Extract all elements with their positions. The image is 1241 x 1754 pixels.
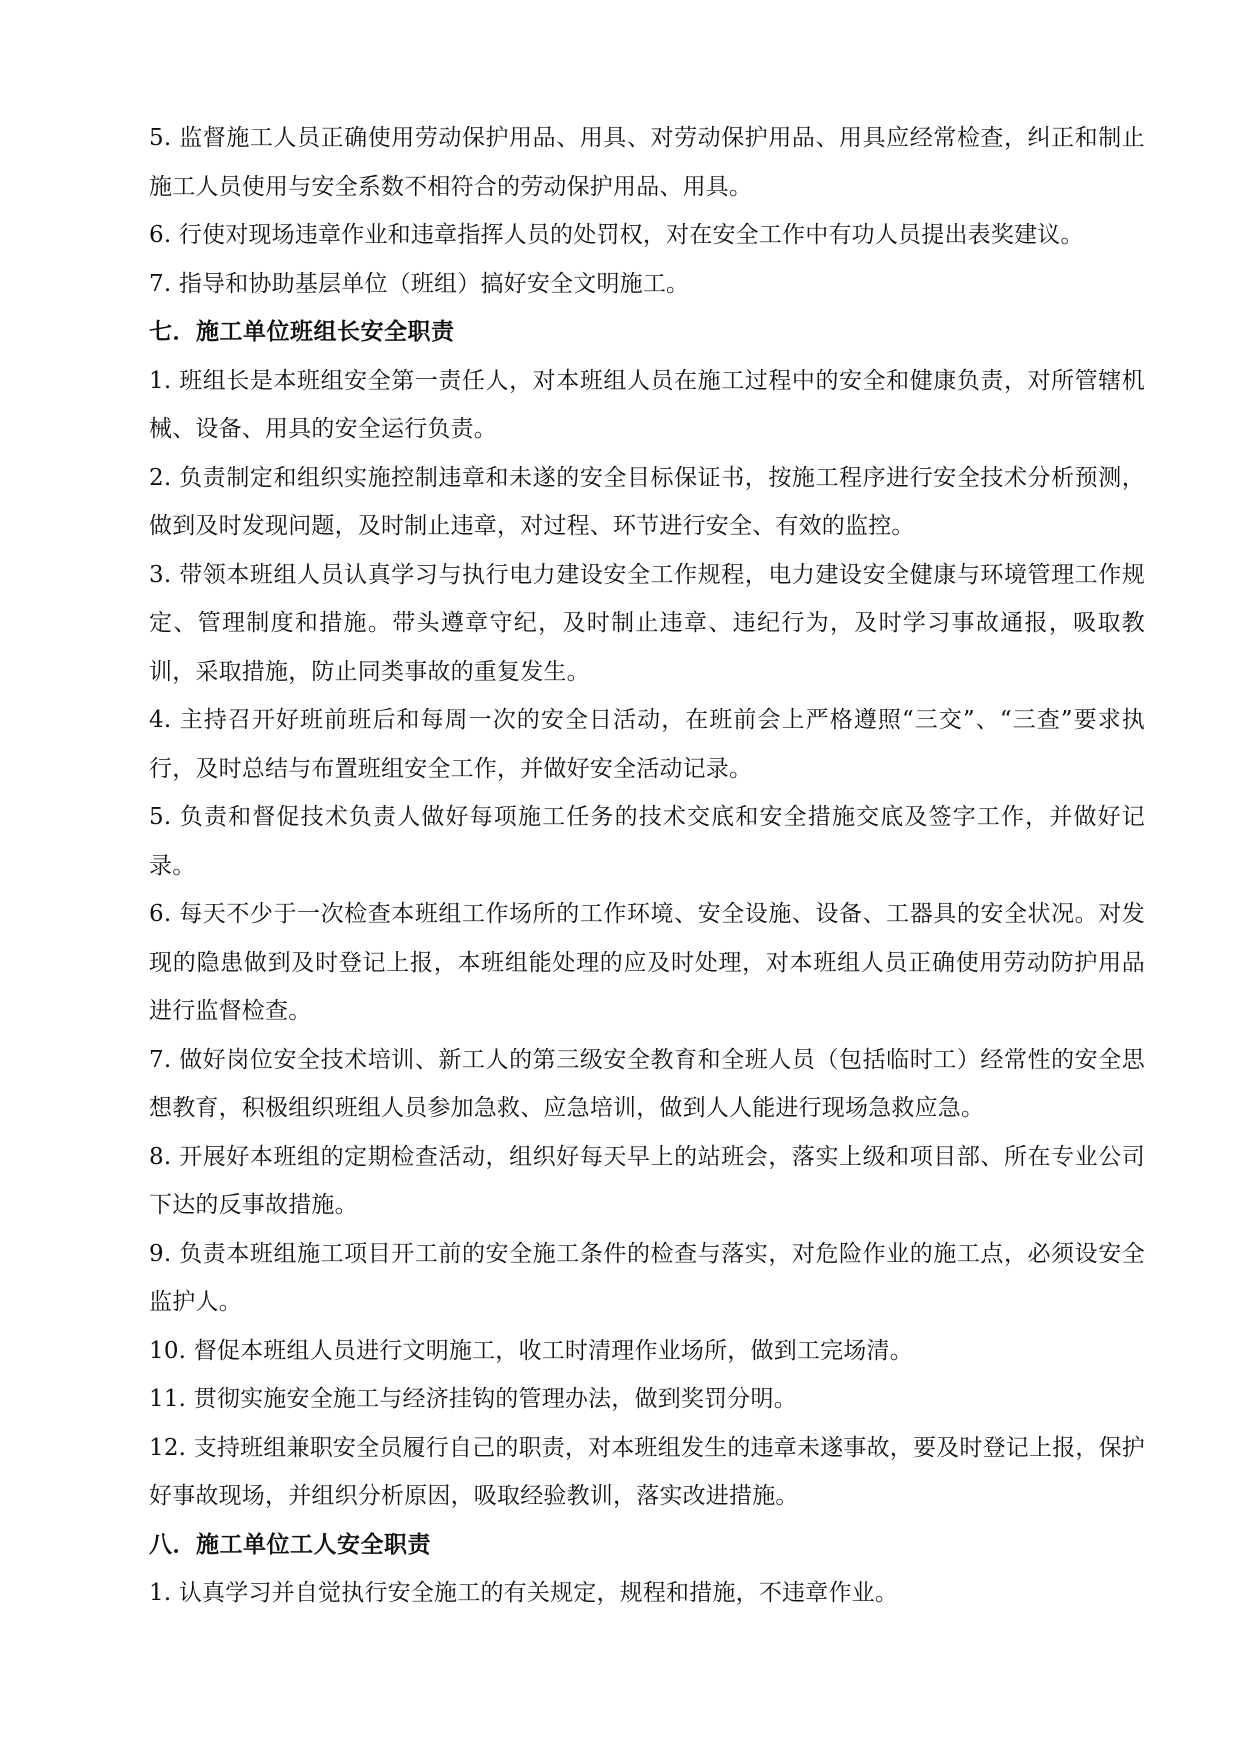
document-body [149,114,1145,1618]
paragraph-item-1b: 1. 认真学习并自觉执行安全施工的有关规定，规程和措施，不违章作业。 [149,1580,899,1606]
paragraph-item-2: 2. 负责制定和组织实施控制违章和未遂的安全目标保证书，按施工程序进行安全技术分析预测，做到及时发现问题，及时制止违章，对过程、环节进行安全、有效的监控。 [149,464,1145,539]
paragraph-item-9: 9. 负责本班组施工项目开工前的安全施工条件的检查与落实，对危险作业的施工点，必须设安全监护人。 [149,1240,1145,1315]
section-heading-7: 七．施工单位班组长安全职责 [149,319,455,345]
paragraph-item-1: 1. 班组长是本班组安全第一责任人，对本班组人员在施工过程中的安全和健康负责，对所管辖机械、设备、用具的安全运行负责。 [149,367,1145,442]
paragraph-item-4: 4. 主持召开好班前班后和每周一次的安全日活动，在班前会上严格遵照“三交”、“三查”要求执行，及时总结与布置班组安全工作，并做好安全活动记录。 [149,707,1145,782]
paragraph-item-10: 10. 督促本班组人员进行文明施工，收工时清理作业场所，做到工完场清。 [149,1337,913,1364]
paragraph-item-12: 12. 支持班组兼职安全员履行自己的职责，对本班组发生的违章未遂事故，要及时登记上报，保护好事故现场，并组织分析原因，吸取经验教训，落实改进措施。 [149,1434,1145,1509]
paragraph-item-6: 6. 行使对现场违章作业和违章指挥人员的处罚权，对在安全工作中有功人员提出表奖建议。 [149,222,1084,248]
paragraph-item-8: 8. 开展好本班组的定期检查活动，组织好每天早上的站班会，落实上级和项目部、所在专业公司下达的反事故措施。 [149,1143,1145,1218]
paragraph-item-6b: 6. 每天不少于一次检查本班组工作场所的工作环境、安全设施、设备、工器具的安全状况。对发现的隐患做到及时登记上报，本班组能处理的应及时处理，对本班组人员正确使用劳动防护用品进行监督检查。 [149,901,1145,1024]
paragraph-item-7b: 7. 做好岗位安全技术培训、新工人的第三级安全教育和全班人员（包括临时工）经常性的安全思想教育，积极组织班组人员参加急救、应急培训，做到人人能进行现场急救应急。 [149,1046,1145,1121]
paragraph-item-5: 5. 监督施工人员正确使用劳动保护用品、用具、对劳动保护用品、用具应经常检查，纠正和制止施工人员使用与安全系数不相符合的劳动保护用品、用具。 [149,125,1145,200]
paragraph-item-11: 11. 贯彻实施安全施工与经济挂钩的管理办法，做到奖罚分明。 [149,1386,797,1412]
paragraph-item-5b: 5. 负责和督促技术负责人做好每项施工任务的技术交底和安全措施交底及签字工作，并做好记录。 [149,804,1145,879]
section-heading-8: 八．施工单位工人安全职责 [149,1531,431,1558]
paragraph-item-3: 3. 带领本班组人员认真学习与执行电力建设安全工作规程，电力建设安全健康与环境管理工作规定、管理制度和措施。带头遵章守纪，及时制止违章、违纪行为，及时学习事故通报，吸取教训，采取措施，防止同类事故的重复发生。 [149,561,1145,685]
paragraph-item-7: 7. 指导和协助基层单位（班组）搞好安全文明施工。 [149,270,690,297]
